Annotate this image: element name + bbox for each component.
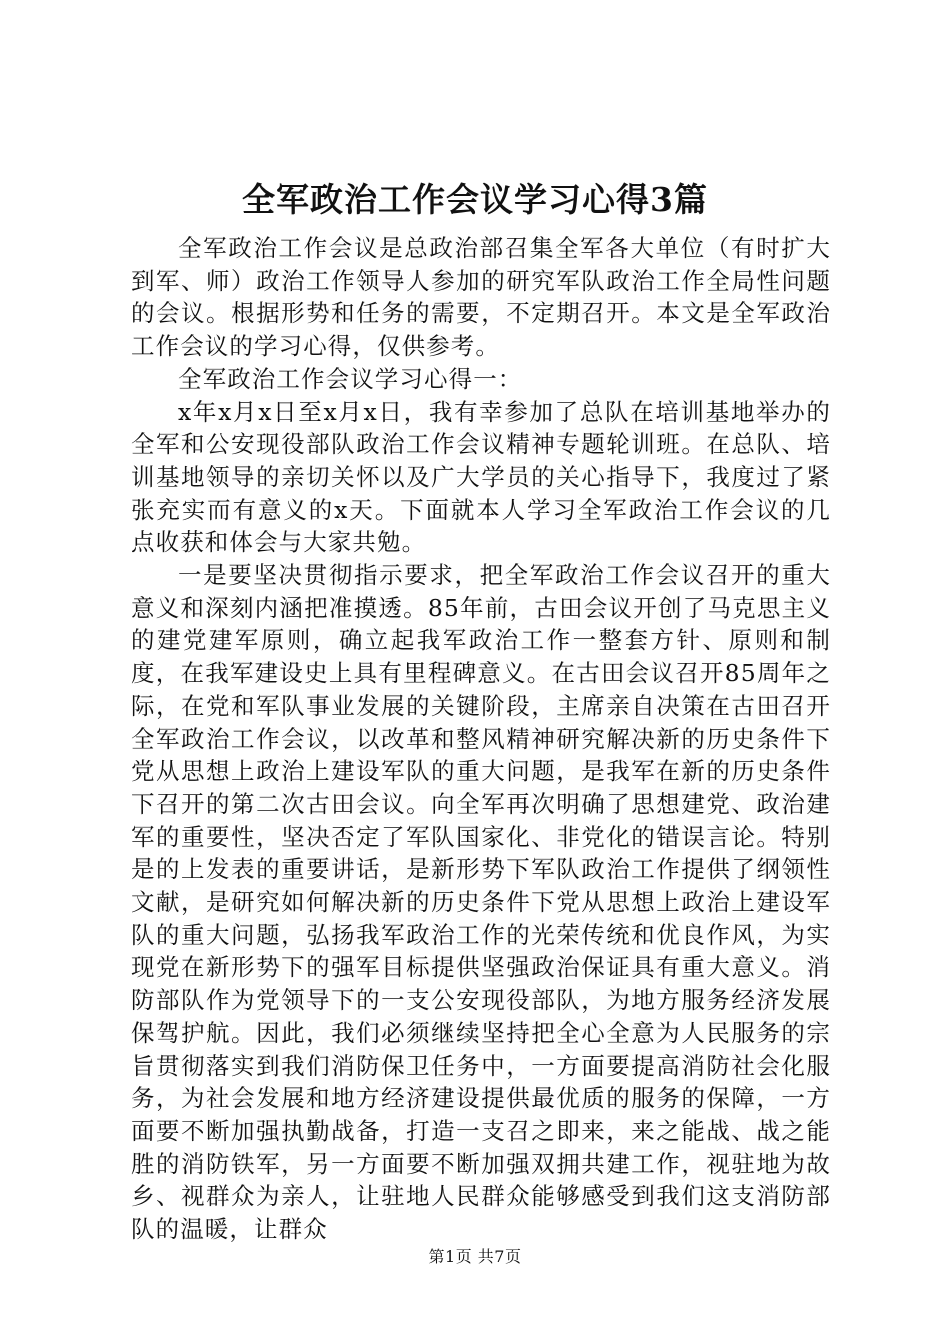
page-footer: 第1页 共7页: [428, 1247, 522, 1266]
section-heading: 全军政治工作会议学习心得一：: [178, 364, 523, 393]
document-body: [131, 232, 831, 1246]
intro-paragraph: 全军政治工作会议是总政治部召集全军各大单位（有时扩大到军、师）政治工作领导人参加的研究军队政治工作全局性问题的会议。根据形势和任务的需要，不定期召开。本文是全军政治工作会议的学习心得，仅供参考。: [131, 234, 831, 361]
body-paragraph: 一是要坚决贯彻指示要求，把全军政治工作会议召开的重大意义和深刻内涵把准摸透。85年前，古田会议开创了马克思主义的建党建军原则，确立起我军政治工作一整套方针、原则和制度，在我军建设史上具有里程碑意义。在古田会议召开85周年之际，在党和军队事业发展的关键阶段，主席亲自决策在古田召开全军政治工作会议，以改革和整风精神研究解决新的历史条件下党从思想上政治上建设军队的重大问题，是我军在新的历史条件下召开的第二次古田会议。向全军再次明确了思想建党、政治建军的重要性，坚决否定了军队国家化、非党化的错误言论。特别是的上发表的重要讲话，是新形势下军队政治工作提供了纲领性文献，是研究如何解决新的历史条件下党从思想上政治上建设军队的重大问题，弘扬我军政治工作的光荣传统和优良作风，为实现党在新形势下的强军目标提供坚强政治保证具有重大意义。消防部队作为党领导下的一支公安现役部队，为地方服务经济发展保驾护航。因此，我们必须继续坚持把全心全意为人民服务的宗旨贯彻落实到我们消防保卫任务中，一方面要提高消防社会化服务，为社会发展和地方经济建设提供最优质的服务的保障，一方面要不断加强执勤战备，打造一支召之即来，来之能战、战之能胜的消防铁军，另一方面要不断加强双拥共建工作，视驻地为故乡、视群众为亲人，让驻地人民群众能够感受到我们这支消防部队的温暖，让群众: [131, 561, 831, 1244]
document-title: 全军政治工作会议学习心得3篇: [242, 180, 708, 219]
body-paragraph: x年x月x日至x月x日，我有幸参加了总队在培训基地举办的全军和公安现役部队政治工作会议精神专题轮训班。在总队、培训基地领导的亲切关怀以及广大学员的关心指导下，我度过了紧张充实而有意义的x天。下面就本人学习全军政治工作会议的几点收获和体会与大家共勉。: [131, 397, 831, 557]
